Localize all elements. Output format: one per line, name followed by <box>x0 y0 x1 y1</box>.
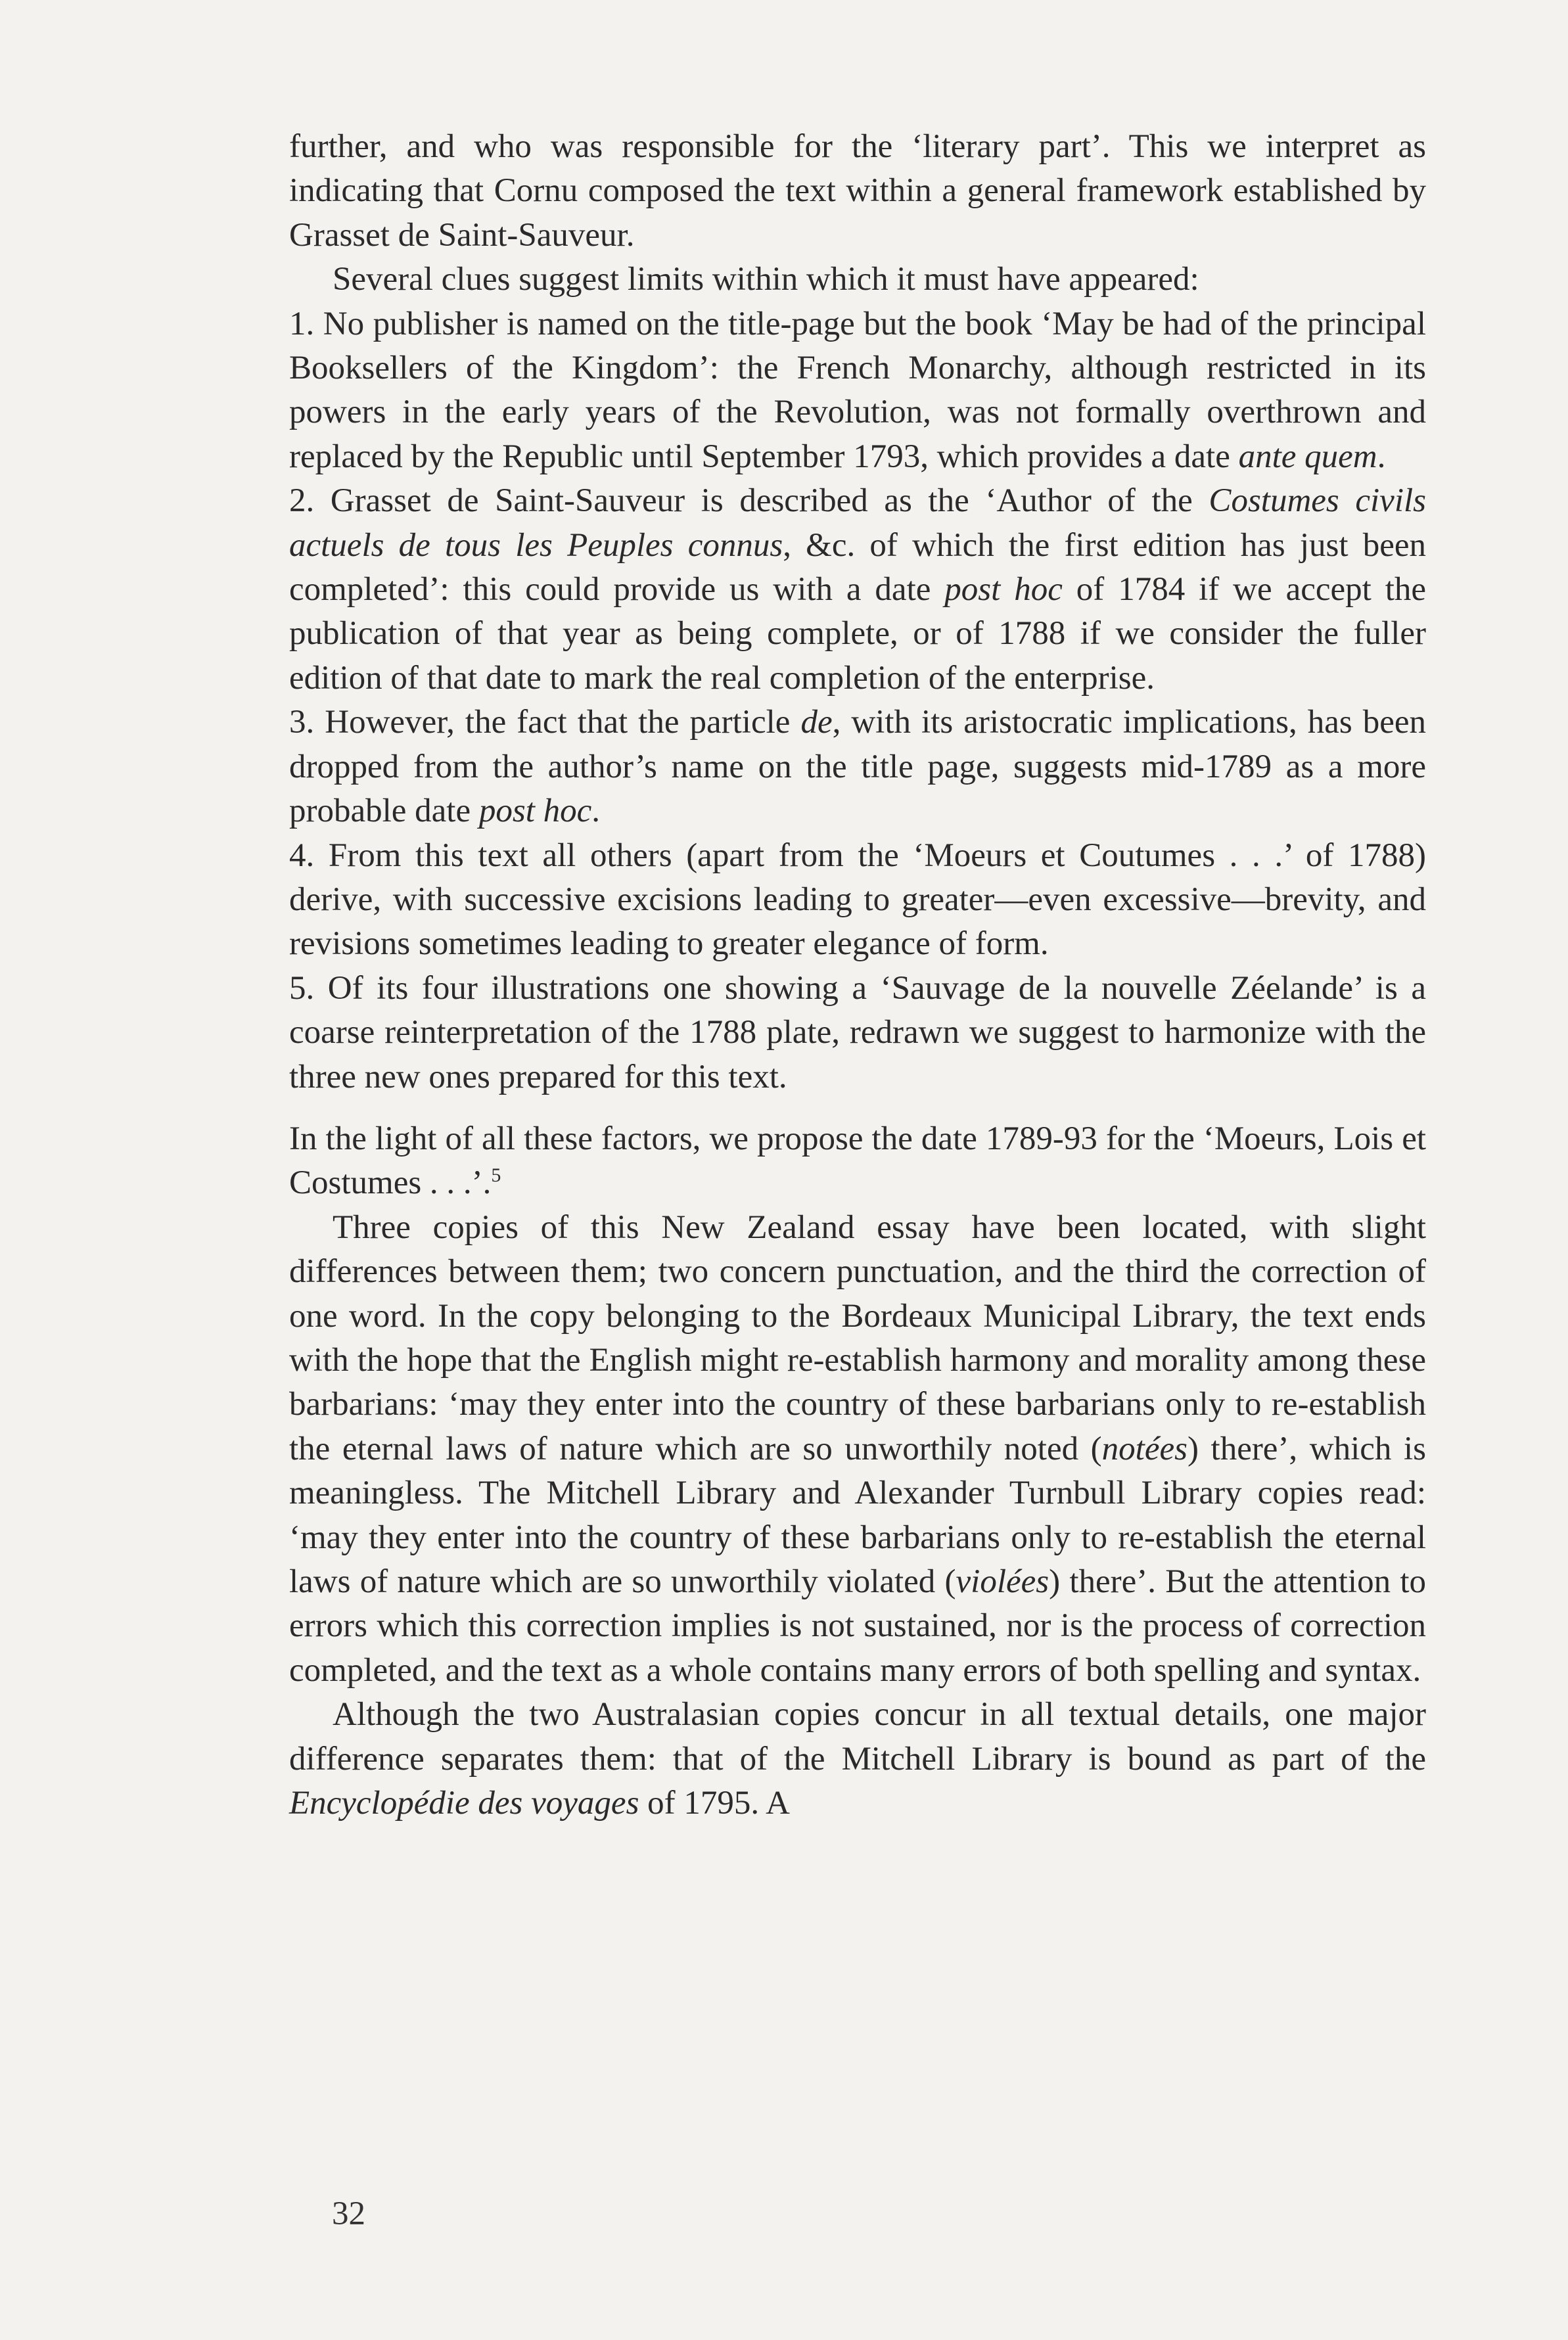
list-item: 5. Of its four illustrations one showing a ‘Sauvage de la nouvelle Zéelande’ is a coarse reinterpretation of the 1788 plate, redrawn we suggest to harmonize with the three new ones prepared for this text. <box>289 969 1426 1095</box>
paragraph: Although the two Australasian copies concur in all textual details, one major difference separates them: that of the Mitchell Library is bound as part of the Encyclopédie des voyages of 1795. A <box>289 1696 1426 1822</box>
paragraph: Several clues suggest limits within which it must have appeared: <box>333 261 1199 298</box>
paragraph: In the light of all these factors, we propose the date 1789-93 for the ‘Moeurs, Lois et Costumes . . .’.$^5$ <box>289 1120 1426 1202</box>
footnote-marker: 5 <box>491 1164 501 1187</box>
list-item: 2. Grasset de Saint-Sauveur is described as the ‘Author of the Costumes civils actuels de tous les Peuples connus, &c. of which the first edition has just been completed’: this could provide us with a date post hoc of 1784 if we accept the publication of that year as being complete, or of 1788 if we consider the fuller edition of that date to mark the real completion of the enterprise. <box>289 482 1427 697</box>
body-text <box>289 125 1426 1825</box>
list-item: 4. From this text all others (apart from the ‘Moeurs et Coutumes . . .’ of 1788) derive, with successive excisions leading to greater—even excessive—brevity, and revisions sometimes leading to greater elegance of form. <box>289 837 1426 963</box>
paragraph: further, and who was responsible for the ‘literary part’. This we interpret as indicating that Cornu composed the text within a general framework established by Grasset de Saint-Sauveur. <box>289 128 1426 254</box>
paragraph: Three copies of this New Zealand essay have been located, with slight differences between them; two concern punctuation, and the third the correction of one word. In the copy belonging to the Bordeaux Municipal Library, the text ends with the hope that the English might re-establish harmony and morality among these barbarians: ‘may they enter into the country of these barbarians only to re-establish the eternal laws of nature which are so unworthily noted (notées) there’, which is meaningless. The Mitchell Library and Alexander Turnbull Library copies read: ‘may they enter into the country of these barbarians only to re-establish the eternal laws of nature which are so unworthily violated (violées) there’. But the attention to errors which this correction implies is not sustained, nor is the process of correction completed, and the text as a whole contains many errors of both spelling and syntax. <box>289 1208 1427 1689</box>
list-item: 1. No publisher is named on the title-page but the book ‘May be had of the principal Booksellers of the Kingdom’: the French Monarchy, although restricted in its powers in the early years of the Revolution, was not formally overthrown and replaced by the Republic until September 1793, which provides a date ante quem. <box>289 305 1426 475</box>
page-number: 32 <box>332 2195 365 2232</box>
list-item: 3. However, the fact that the particle de, with its aristocratic implications, has been dropped from the author’s name on the title page, suggests mid-1789 as a more probable date post hoc. <box>289 704 1426 830</box>
